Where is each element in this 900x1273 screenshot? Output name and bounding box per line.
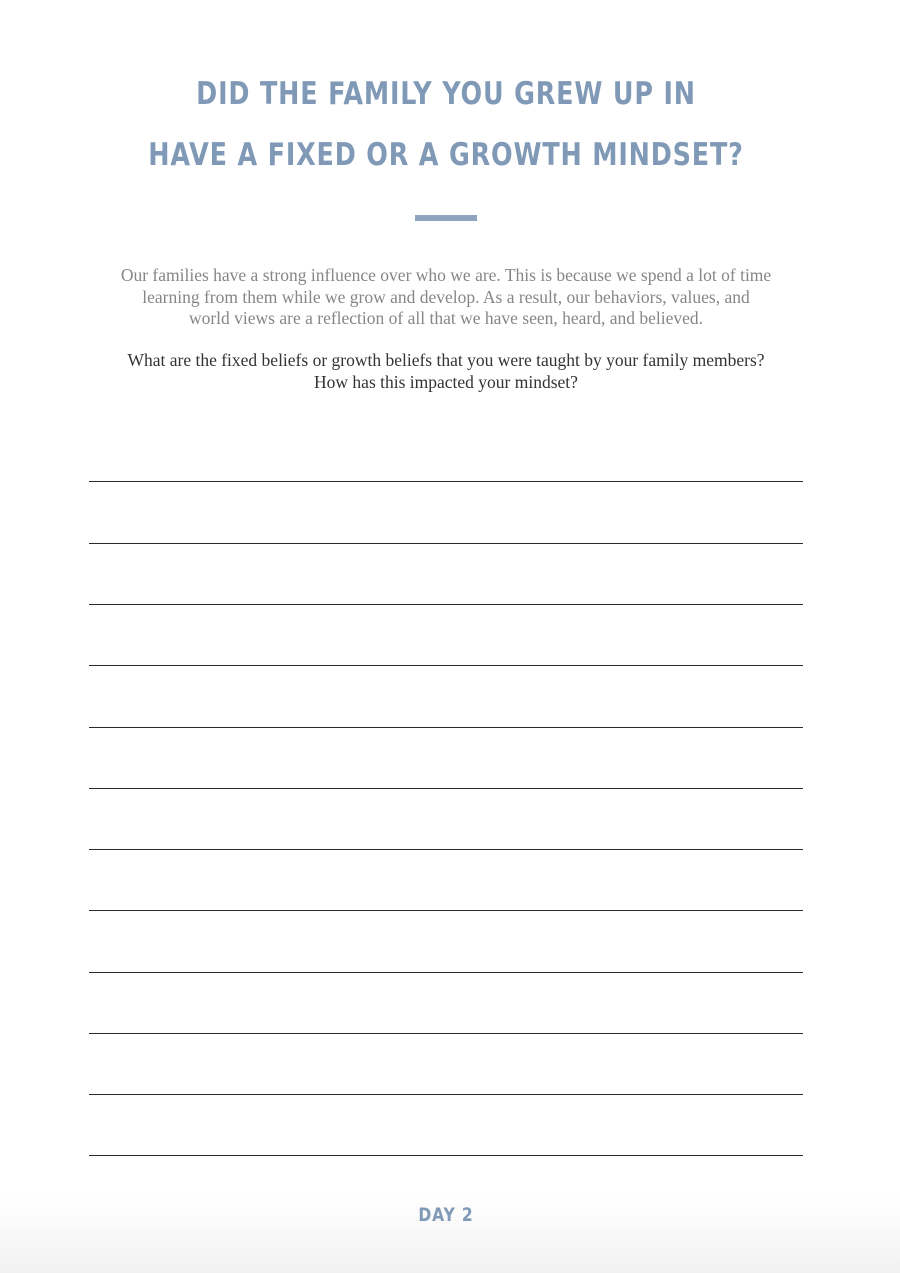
intro-line: learning from them while we grow and develop. As a result, our behaviors, values, and (142, 286, 750, 307)
journal-prompt (110, 349, 782, 393)
writing-line[interactable] (89, 972, 803, 973)
writing-line[interactable] (89, 1033, 803, 1034)
writing-line[interactable] (89, 1155, 803, 1156)
writing-line[interactable] (89, 727, 803, 728)
writing-line[interactable] (89, 543, 803, 544)
day-label: DAY 2 (418, 1204, 474, 1226)
writing-line[interactable] (89, 1094, 803, 1095)
prompt-line: What are the fixed beliefs or growth beliefs that you were taught by your family members? (127, 350, 765, 370)
writing-line[interactable] (89, 604, 803, 605)
prompt-line: How has this impacted your mindset? (314, 372, 578, 392)
title-divider (415, 215, 477, 221)
page-title-line-1: DID THE FAMILY YOU GREW UP IN (196, 76, 696, 112)
intro-paragraph (110, 265, 782, 330)
page-title-line-2: HAVE A FIXED OR A GROWTH MINDSET? (148, 137, 744, 173)
writing-line[interactable] (89, 849, 803, 850)
writing-line[interactable] (89, 481, 803, 482)
writing-line[interactable] (89, 910, 803, 911)
intro-line: world views are a reflection of all that we have seen, heard, and believed. (188, 308, 704, 328)
writing-line[interactable] (89, 665, 803, 666)
writing-line[interactable] (89, 788, 803, 789)
intro-line: Our families have a strong influence over who we are. This is because we spend a lot of time (120, 265, 772, 285)
